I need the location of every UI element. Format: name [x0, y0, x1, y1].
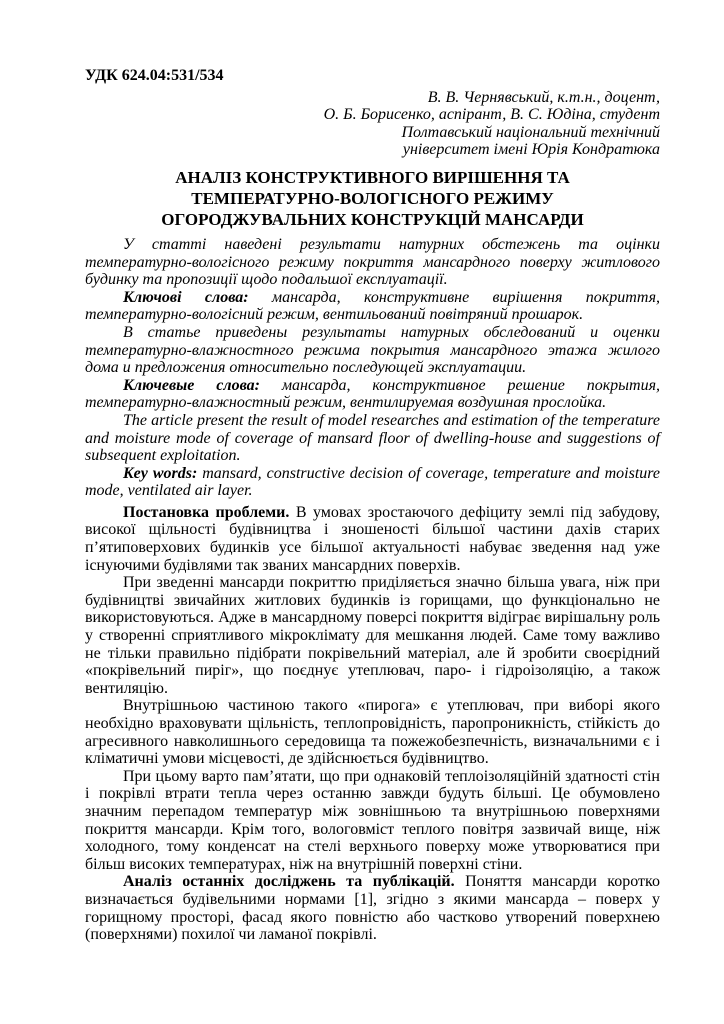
- abstract-russian: [85, 324, 660, 377]
- paragraph-analysis-of-publications: [85, 873, 660, 943]
- paragraph-analysis-of-publications-text: Поняття мансарди коротко визначається будівельними нормами [1], згідно з якими мансарда – поверх у горищному просторі, фасад якого повністю або частково утворений поверхнею (поверхнями) похилої чи ламаної покрівлі.: [85, 873, 660, 944]
- keywords-russian-lead: Ключевые слова:: [123, 376, 260, 394]
- article-title-line-3: ОГОРОДЖУВАЛЬНИХ КОНСТРУКЦІЙ МАНСАРДИ: [161, 209, 584, 229]
- author-line-2: О. Б. Борисенко, аспірант, В. С. Юдіна, студент: [323, 106, 660, 124]
- affiliation-line-2: університет імені Юрія Кондратюка: [402, 141, 660, 159]
- abstract-english: [85, 412, 660, 465]
- keywords-ukrainian-lead: Ключові слова:: [123, 288, 249, 306]
- paragraph-mansard-roofing-text: При зведенні мансарди покриттю приділяється значно більша увага, ніж при будівництві звичайних житлових будинків із горищами, що функціонально не використовуються. Адже в мансардному поверсі покриття відіграє вирішальну роль у створенні сприятливого мікроклімату для мешкання людей. Саме тому важливо не тільки правильно підібрати покрівельний матеріал, але й зробити своєрідний «покрівельний пиріг», що поєднує утеплювач, паро- і гідроізоляцію, а також вентиляцію.: [85, 574, 660, 697]
- paragraph-insulation-text: Внутрішньою частиною такого «пирога» є утеплювач, при виборі якого необхідно враховувати щільність, теплопровідність, паропроникність, стійкість до агресивного навколишнього середовища та пожежобезпечність, визначальними є і кліматичні умови місцевості, де здійснюється будівництво.: [85, 697, 660, 768]
- author-line-1: В. В. Чернявський, к.т.н., доцент,: [427, 88, 660, 106]
- paragraph-insulation: [85, 697, 660, 767]
- abstract-section: [85, 236, 660, 500]
- paragraph-problem-statement: [85, 504, 660, 574]
- abstract-russian-text: В статье приведены результаты натурных обследований и оценки температурно-влажностного режима покрытия мансардного этажа жилого дома и предложения относительно последующей эксплуатации.: [85, 323, 660, 377]
- paragraph-heat-loss: [85, 768, 660, 874]
- keywords-russian-text: мансарда, конструктивное решение покрытия, температурно-влажностный режим, вентилируемая воздушная прослойка.: [85, 376, 661, 412]
- keywords-english: [85, 465, 660, 500]
- keywords-english-text: mansard, constructive decision of coverage, temperature and moisture mode, ventilated air layer.: [85, 464, 661, 500]
- paragraph-problem-statement-lead: Постановка проблеми.: [123, 503, 290, 521]
- paragraph-heat-loss-text: При цьому варто пам’ятати, що при однаковій теплоізоляційній здатності стін і покрівлі втрати тепла через останню завжди будуть більші. Це обумовлено значним перепадом температур між зовнішньою та внутрішньою поверхнями покриття мансарди. Крім того, вологовміст теплого повітря зазвичай вище, ніж холодного, тому конденсат на стелі верхнього поверху може утворюватися при більш високих температурах, ніж на внутрішній поверхні стіни.: [85, 767, 660, 873]
- paragraph-analysis-of-publications-lead: Аналіз останніх досліджень та публікацій.: [123, 873, 455, 891]
- keywords-ukrainian: [85, 289, 660, 324]
- affiliation-line-1: Полтавський національний технічний: [401, 123, 660, 141]
- article-title-line-1: АНАЛІЗ КОНСТРУКТИВНОГО ВИРІШЕННЯ ТА: [175, 167, 570, 187]
- udc-code: УДК 624.04:531/534: [85, 67, 224, 84]
- body-section: [85, 504, 660, 944]
- article-title: [85, 167, 660, 230]
- author-block: [85, 89, 660, 159]
- keywords-english-lead: Key words:: [123, 464, 198, 482]
- abstract-english-text: The article present the result of model researches and estimation of the temperature and moisture mode of coverage of mansard floor of dwelling-house and suggestions of subsequent exploitation.: [85, 411, 660, 465]
- article-title-line-2: ТЕМПЕРАТУРНО-ВОЛОГІСНОГО РЕЖИМУ: [191, 188, 554, 208]
- keywords-ukrainian-text: мансарда, конструктивне вирішення покриття, температурно-вологісний режим, вентильований повітряний прошарок.: [85, 288, 660, 324]
- paragraph-mansard-roofing: [85, 574, 660, 697]
- abstract-ukrainian-text: У статті наведені результати натурних обстежень та оцінки температурно-вологісного режиму покриття мансардного поверху житлового будинку та пропозиції щодо подальшої експлуатації.: [85, 235, 660, 289]
- paragraph-problem-statement-text: В умовах зростаючого дефіциту землі під забудову, високої щільності будівництва і зношеності більшої частини дахів старих п’ятиповерхових будинків усе більшої актуальності набуває зведення над уже існуючими будівлями так званих мансардних поверхів.: [85, 503, 661, 574]
- keywords-russian: [85, 377, 660, 412]
- abstract-ukrainian: [85, 236, 660, 289]
